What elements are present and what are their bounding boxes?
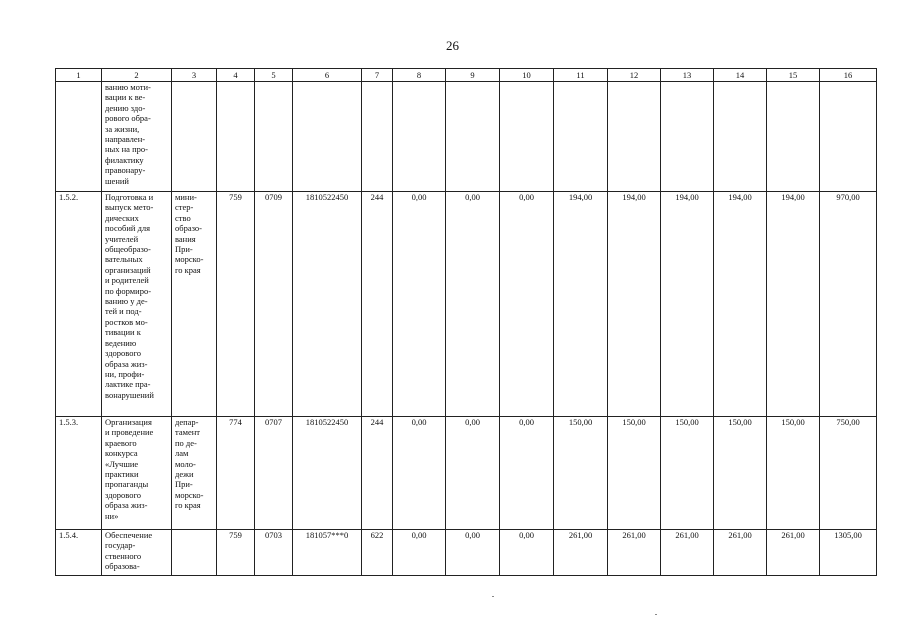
column-header: 12 — [608, 69, 661, 82]
description-line: ростков мо- — [105, 316, 148, 327]
value-cell: 150,00 — [554, 417, 608, 530]
executor-line: лам — [175, 448, 189, 459]
executor-line: дежи — [175, 469, 194, 480]
column-header: 9 — [446, 69, 500, 82]
executor-line: При- — [175, 479, 193, 490]
header-row — [56, 69, 877, 82]
value-cell — [362, 82, 393, 192]
description-line: и проведение — [105, 427, 154, 438]
value-cell: 261,00 — [661, 530, 714, 576]
value-cell — [217, 82, 255, 192]
value-cell: 774 — [217, 417, 255, 530]
column-header: 10 — [500, 69, 554, 82]
table-body — [56, 82, 877, 576]
value-cell: 244 — [362, 192, 393, 417]
value-cell: 0,00 — [500, 530, 554, 576]
value-cell: 194,00 — [661, 192, 714, 417]
description-line: дению здо- — [105, 102, 146, 113]
table-row — [56, 530, 877, 576]
table-row — [56, 82, 877, 192]
value-cell: 194,00 — [767, 192, 820, 417]
column-header: 8 — [393, 69, 446, 82]
description-line: ванию у де- — [105, 296, 148, 307]
column-header: 16 — [820, 69, 877, 82]
executor-line: го края — [175, 500, 201, 511]
item-description — [102, 417, 172, 530]
value-cell: 194,00 — [714, 192, 767, 417]
description-line: тивации к — [105, 327, 141, 338]
description-line: ни» — [105, 510, 119, 521]
table-row — [56, 192, 877, 417]
value-cell: 0,00 — [446, 530, 500, 576]
value-cell — [500, 82, 554, 192]
description-line: шений — [105, 175, 129, 186]
description-line: образа жиз- — [105, 500, 148, 511]
executor-line: образо- — [175, 223, 202, 234]
table-row — [56, 417, 877, 530]
description-line: выпуск мето- — [105, 202, 154, 213]
value-cell: 150,00 — [714, 417, 767, 530]
description-line: образа жиз- — [105, 358, 148, 369]
description-line: лактике пра- — [105, 379, 151, 390]
description-line: Обеспечение — [105, 530, 153, 540]
description-line: Подготовка и — [105, 192, 154, 202]
item-executor — [172, 192, 217, 417]
description-line: ных на про- — [105, 144, 148, 155]
value-cell: 1810522450 — [293, 417, 362, 530]
value-cell: 261,00 — [608, 530, 661, 576]
executor-line: При- — [175, 244, 193, 255]
value-cell — [661, 82, 714, 192]
value-cell: 750,00 — [820, 417, 877, 530]
item-description — [102, 82, 172, 192]
value-cell: 261,00 — [554, 530, 608, 576]
description-line: здорового — [105, 489, 142, 500]
description-line: правонару- — [105, 165, 146, 176]
description-line: краевого — [105, 437, 137, 448]
item-description — [102, 192, 172, 417]
executor-line: тамент — [175, 427, 201, 438]
value-cell: 261,00 — [714, 530, 767, 576]
scan-speck — [655, 614, 657, 615]
column-header: 5 — [255, 69, 293, 82]
item-executor — [172, 82, 217, 192]
description-line: конкурса — [105, 448, 138, 459]
column-header: 11 — [554, 69, 608, 82]
description-line: дических — [105, 212, 139, 223]
item-code: 1.5.4. — [56, 530, 102, 576]
scan-speck — [492, 596, 494, 597]
value-cell: 194,00 — [608, 192, 661, 417]
description-line: вации к ве- — [105, 92, 146, 103]
value-cell — [255, 82, 293, 192]
description-line: «Лучшие — [105, 458, 139, 469]
page-number: 26 — [446, 38, 459, 53]
column-header: 7 — [362, 69, 393, 82]
description-line: ственного — [105, 550, 142, 561]
value-cell — [767, 82, 820, 192]
value-cell: 1810522450 — [293, 192, 362, 417]
description-line: образова- — [105, 561, 140, 572]
description-line: по формиро- — [105, 285, 152, 296]
item-description — [102, 530, 172, 576]
description-line: организаций — [105, 264, 151, 275]
value-cell: 759 — [217, 530, 255, 576]
executor-line: ство — [175, 212, 191, 223]
budget-table — [55, 68, 877, 576]
value-cell: 261,00 — [767, 530, 820, 576]
executor-line: мини- — [175, 192, 197, 202]
column-header: 13 — [661, 69, 714, 82]
value-cell — [714, 82, 767, 192]
description-line: тей и под- — [105, 306, 142, 317]
value-cell: 0707 — [255, 417, 293, 530]
value-cell: 1305,00 — [820, 530, 877, 576]
description-line: и родителей — [105, 275, 149, 286]
column-header: 4 — [217, 69, 255, 82]
column-header: 2 — [102, 69, 172, 82]
value-cell: 150,00 — [767, 417, 820, 530]
item-executor — [172, 530, 217, 576]
value-cell — [293, 82, 362, 192]
executor-line: морско- — [175, 254, 204, 265]
value-cell: 0,00 — [500, 417, 554, 530]
column-header: 14 — [714, 69, 767, 82]
executor-line: вания — [175, 233, 196, 244]
executor-line: моло- — [175, 458, 196, 469]
description-line: направлен- — [105, 134, 146, 145]
column-header: 1 — [56, 69, 102, 82]
description-line: практики — [105, 469, 139, 480]
value-cell: 0709 — [255, 192, 293, 417]
description-line: пособий для — [105, 223, 151, 234]
executor-line: стер- — [175, 202, 194, 213]
description-line: ни, профи- — [105, 368, 145, 379]
value-cell: 0,00 — [446, 417, 500, 530]
description-line: учителей — [105, 233, 139, 244]
description-line: пропаганды — [105, 479, 149, 490]
description-line: за жизни, — [105, 123, 140, 134]
value-cell — [820, 82, 877, 192]
column-header: 15 — [767, 69, 820, 82]
value-cell — [608, 82, 661, 192]
value-cell: 150,00 — [661, 417, 714, 530]
value-cell: 970,00 — [820, 192, 877, 417]
value-cell: 0,00 — [393, 530, 446, 576]
description-line: ванию моти- — [105, 82, 151, 92]
value-cell: 0,00 — [446, 192, 500, 417]
item-code: 1.5.3. — [56, 417, 102, 530]
description-line: государ- — [105, 540, 136, 551]
value-cell: 0703 — [255, 530, 293, 576]
column-header: 6 — [293, 69, 362, 82]
executor-line: го края — [175, 264, 201, 275]
executor-line: морско- — [175, 489, 204, 500]
item-code: 1.5.2. — [56, 192, 102, 417]
description-line: вонарушений — [105, 389, 154, 400]
executor-line: депар- — [175, 417, 199, 427]
value-cell: 181057***0 — [293, 530, 362, 576]
value-cell — [393, 82, 446, 192]
value-cell: 194,00 — [554, 192, 608, 417]
description-line: ведению — [105, 337, 137, 348]
description-line: здорового — [105, 348, 142, 359]
value-cell: 759 — [217, 192, 255, 417]
value-cell: 244 — [362, 417, 393, 530]
value-cell: 0,00 — [393, 417, 446, 530]
description-line: рового обра- — [105, 113, 151, 124]
description-line: вательных — [105, 254, 143, 265]
value-cell: 150,00 — [608, 417, 661, 530]
description-line: Организация — [105, 417, 152, 427]
executor-line: по де- — [175, 437, 197, 448]
item-executor — [172, 417, 217, 530]
column-header: 3 — [172, 69, 217, 82]
description-line: общеобразо- — [105, 244, 151, 255]
value-cell: 0,00 — [393, 192, 446, 417]
value-cell — [554, 82, 608, 192]
value-cell — [446, 82, 500, 192]
value-cell: 622 — [362, 530, 393, 576]
description-line: филактику — [105, 154, 144, 165]
item-code — [56, 82, 102, 192]
value-cell: 0,00 — [500, 192, 554, 417]
